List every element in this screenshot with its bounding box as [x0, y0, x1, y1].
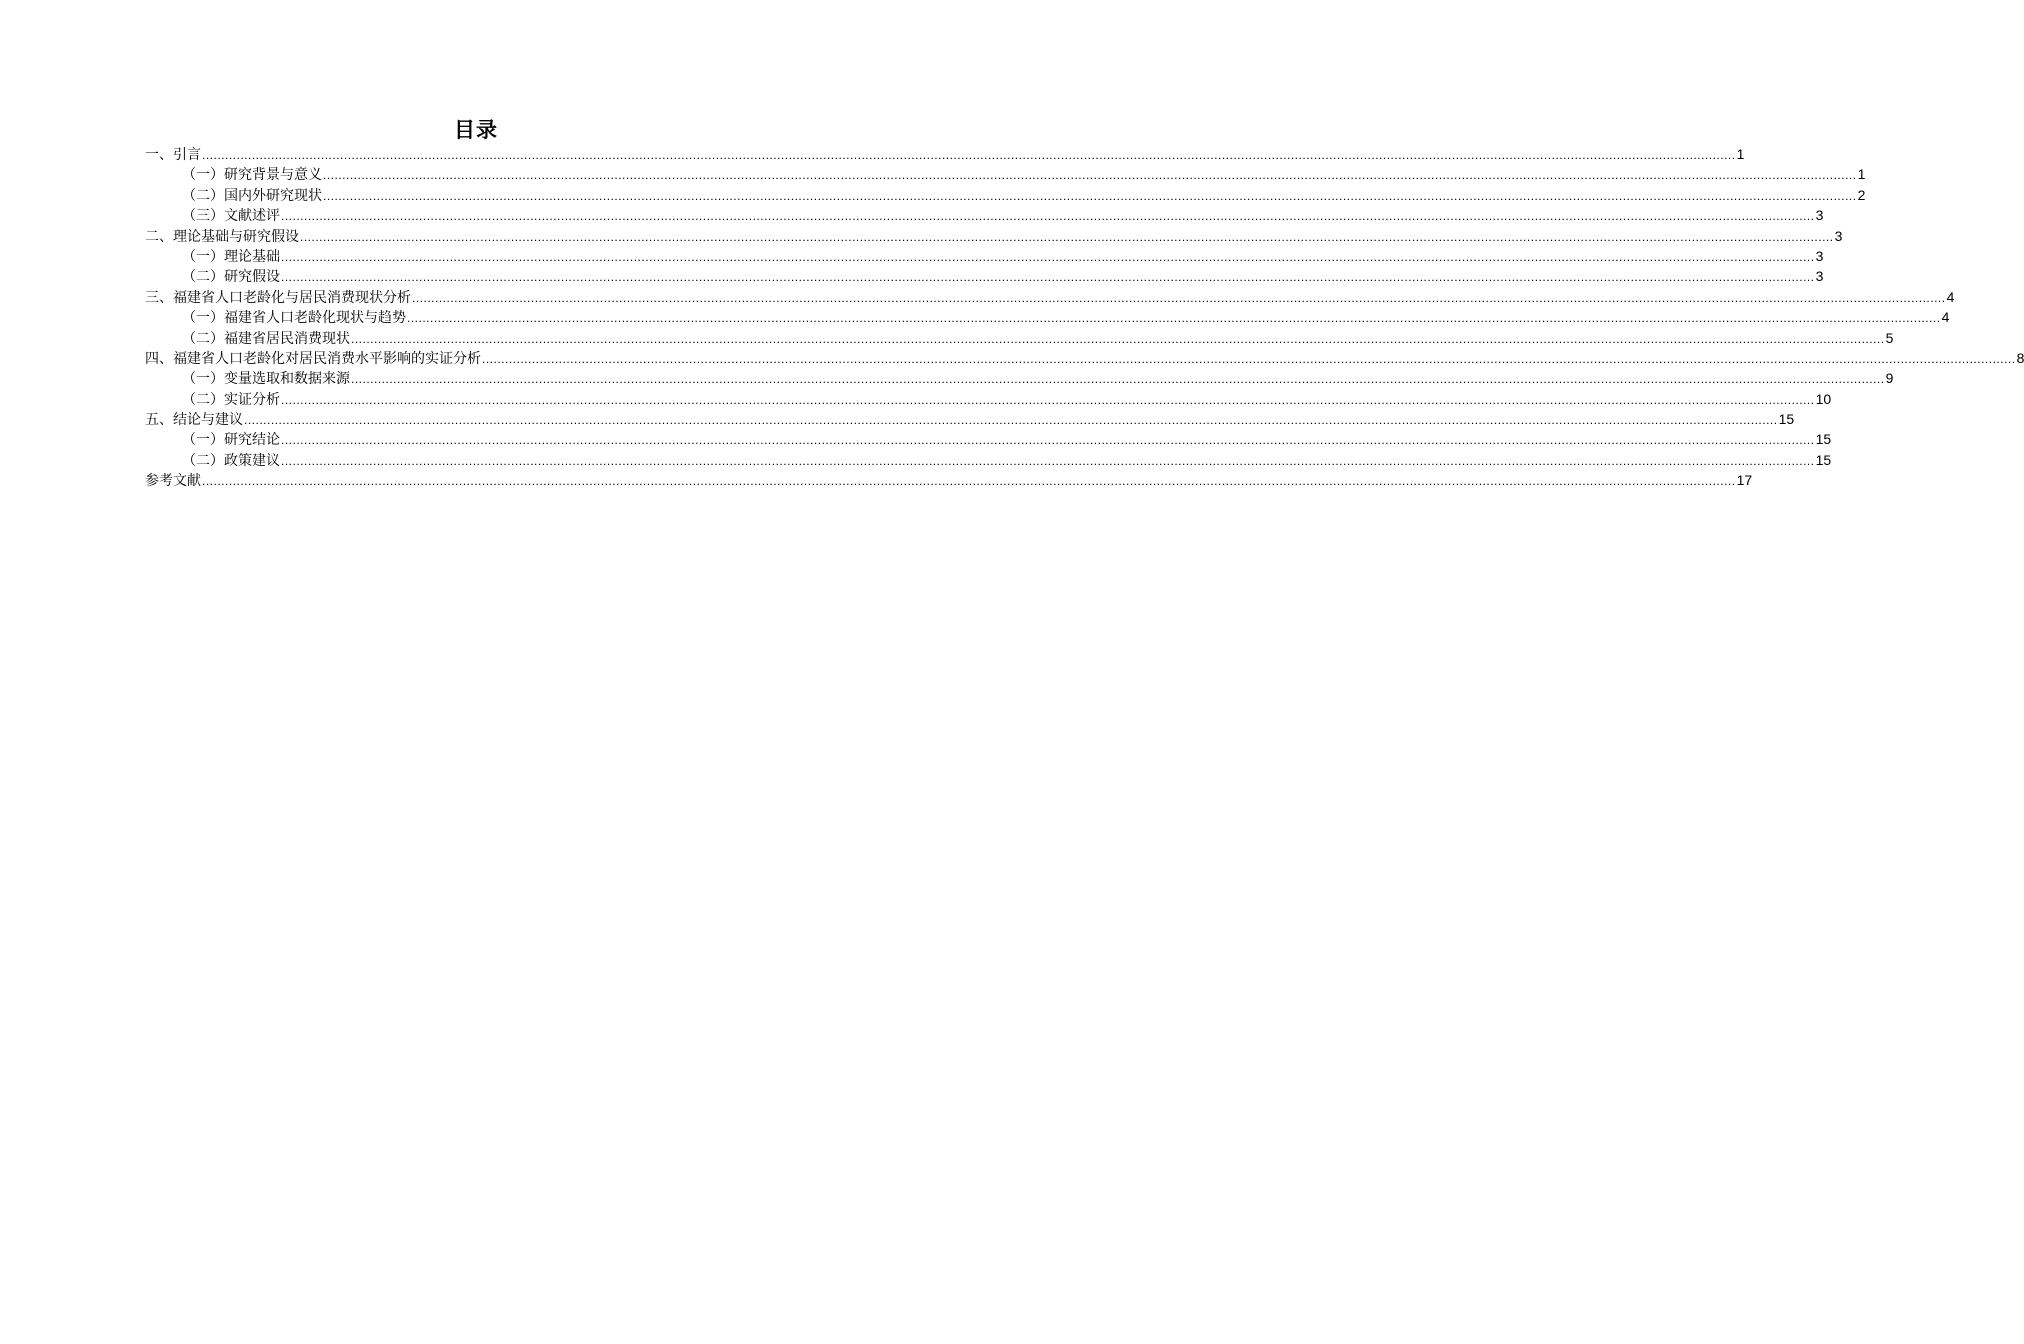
toc-entry-label: （二）福建省居民消费现状 [182, 330, 350, 347]
dot-leader: ................................................................................................................................................................................................................................................................................................................................................................................................................ [281, 209, 1815, 224]
dot-leader: ................................................................................................................................................................................................................................................................................................................................................................................................................ [323, 188, 1857, 203]
toc-entry[interactable] [145, 246, 1824, 266]
dot-leader: ................................................................................................................................................................................................................................................................................................................................................................................................................ [281, 270, 1815, 285]
toc-entry-label: （一）变量选取和数据来源 [182, 371, 350, 388]
dot-leader: ................................................................................................................................................................................................................................................................................................................................................................................................................ [281, 453, 1815, 468]
toc-entry-label: （二）国内外研究现状 [182, 187, 322, 204]
dot-leader: ................................................................................................................................................................................................................................................................................................................................................................................................................ [323, 168, 1857, 183]
toc-entry-label: （三）文献述评 [182, 208, 280, 225]
toc-entry-page-number: 3 [1834, 227, 1843, 244]
toc-entry-page-number: 15 [1815, 431, 1832, 448]
toc-entry[interactable] [145, 185, 1866, 205]
toc-entry-page-number: 5 [1885, 329, 1894, 346]
toc-entry[interactable] [145, 450, 1832, 470]
toc-entry-page-number: 8 [2016, 349, 2024, 366]
toc-entry[interactable] [145, 409, 1795, 429]
toc-entry[interactable] [145, 164, 1866, 184]
toc-entry-label: 五、结论与建议 [145, 412, 243, 429]
toc-entry[interactable] [145, 307, 1950, 327]
toc-entry-label: （二）政策建议 [182, 452, 280, 469]
toc-entry-label: （二）研究假设 [182, 269, 280, 286]
toc-entry[interactable] [145, 205, 1824, 225]
toc-entry[interactable] [145, 287, 1955, 307]
toc-entry-page-number: 17 [1736, 472, 1753, 489]
toc-entry-label: （一）研究背景与意义 [182, 167, 322, 184]
toc-entry[interactable] [145, 470, 1753, 490]
toc-entry-list [145, 144, 2024, 491]
dot-leader: ................................................................................................................................................................................................................................................................................................................................................................................................................ [351, 372, 1885, 387]
toc-entry-page-number: 4 [1946, 288, 1955, 305]
toc-entry[interactable] [145, 348, 2024, 368]
toc-entry[interactable] [145, 429, 1832, 449]
dot-leader: ................................................................................................................................................................................................................................................................................................................................................................................................................ [482, 351, 2016, 366]
toc-entry[interactable] [145, 389, 1832, 409]
toc-entry-page-number: 2 [1857, 186, 1866, 203]
toc-entry-page-number: 3 [1815, 247, 1824, 264]
dot-leader: ................................................................................................................................................................................................................................................................................................................................................................................................................ [281, 433, 1815, 448]
dot-leader: ................................................................................................................................................................................................................................................................................................................................................................................................................ [281, 392, 1815, 407]
toc-entry[interactable] [145, 144, 1745, 164]
toc-entry-label: 参考文献 [145, 473, 201, 490]
toc-title: 目录 [454, 118, 498, 142]
toc-entry[interactable] [145, 226, 1843, 246]
toc-entry-page-number: 1 [1857, 166, 1866, 183]
table-of-contents [145, 116, 2024, 491]
toc-entry-page-number: 9 [1885, 370, 1894, 387]
toc-entry-page-number: 15 [1815, 451, 1832, 468]
toc-entry-page-number: 4 [1941, 309, 1950, 326]
toc-entry-label: （一）理论基础 [182, 248, 280, 265]
toc-entry-label: 二、理论基础与研究假设 [145, 228, 299, 245]
dot-leader: ................................................................................................................................................................................................................................................................................................................................................................................................................ [407, 311, 1941, 326]
toc-entry[interactable] [145, 368, 1894, 388]
dot-leader: ................................................................................................................................................................................................................................................................................................................................................................................................................ [202, 148, 1736, 162]
toc-entry-label: 一、引言 [145, 147, 201, 163]
toc-entry-page-number: 15 [1778, 411, 1795, 428]
toc-entry-label: （一）福建省人口老龄化现状与趋势 [182, 310, 406, 327]
toc-entry-label: 四、福建省人口老龄化对居民消费水平影响的实证分析 [145, 350, 481, 367]
toc-entry[interactable] [145, 266, 1824, 286]
toc-entry-label: （二）实证分析 [182, 391, 280, 408]
dot-leader: ................................................................................................................................................................................................................................................................................................................................................................................................................ [244, 413, 1778, 428]
toc-entry[interactable] [145, 328, 1894, 348]
toc-entry-page-number: 3 [1815, 207, 1824, 224]
toc-entry-label: 三、福建省人口老龄化与居民消费现状分析 [145, 289, 411, 306]
toc-entry-page-number: 1 [1736, 146, 1745, 162]
toc-entry-page-number: 3 [1815, 268, 1824, 285]
toc-entry-label: （一）研究结论 [182, 432, 280, 449]
dot-leader: ................................................................................................................................................................................................................................................................................................................................................................................................................ [281, 249, 1815, 264]
dot-leader: ................................................................................................................................................................................................................................................................................................................................................................................................................ [202, 474, 1736, 489]
toc-entry-page-number: 10 [1815, 390, 1832, 407]
dot-leader: ................................................................................................................................................................................................................................................................................................................................................................................................................ [300, 229, 1834, 244]
dot-leader: ................................................................................................................................................................................................................................................................................................................................................................................................................ [412, 290, 1946, 305]
dot-leader: ................................................................................................................................................................................................................................................................................................................................................................................................................ [351, 331, 1885, 346]
